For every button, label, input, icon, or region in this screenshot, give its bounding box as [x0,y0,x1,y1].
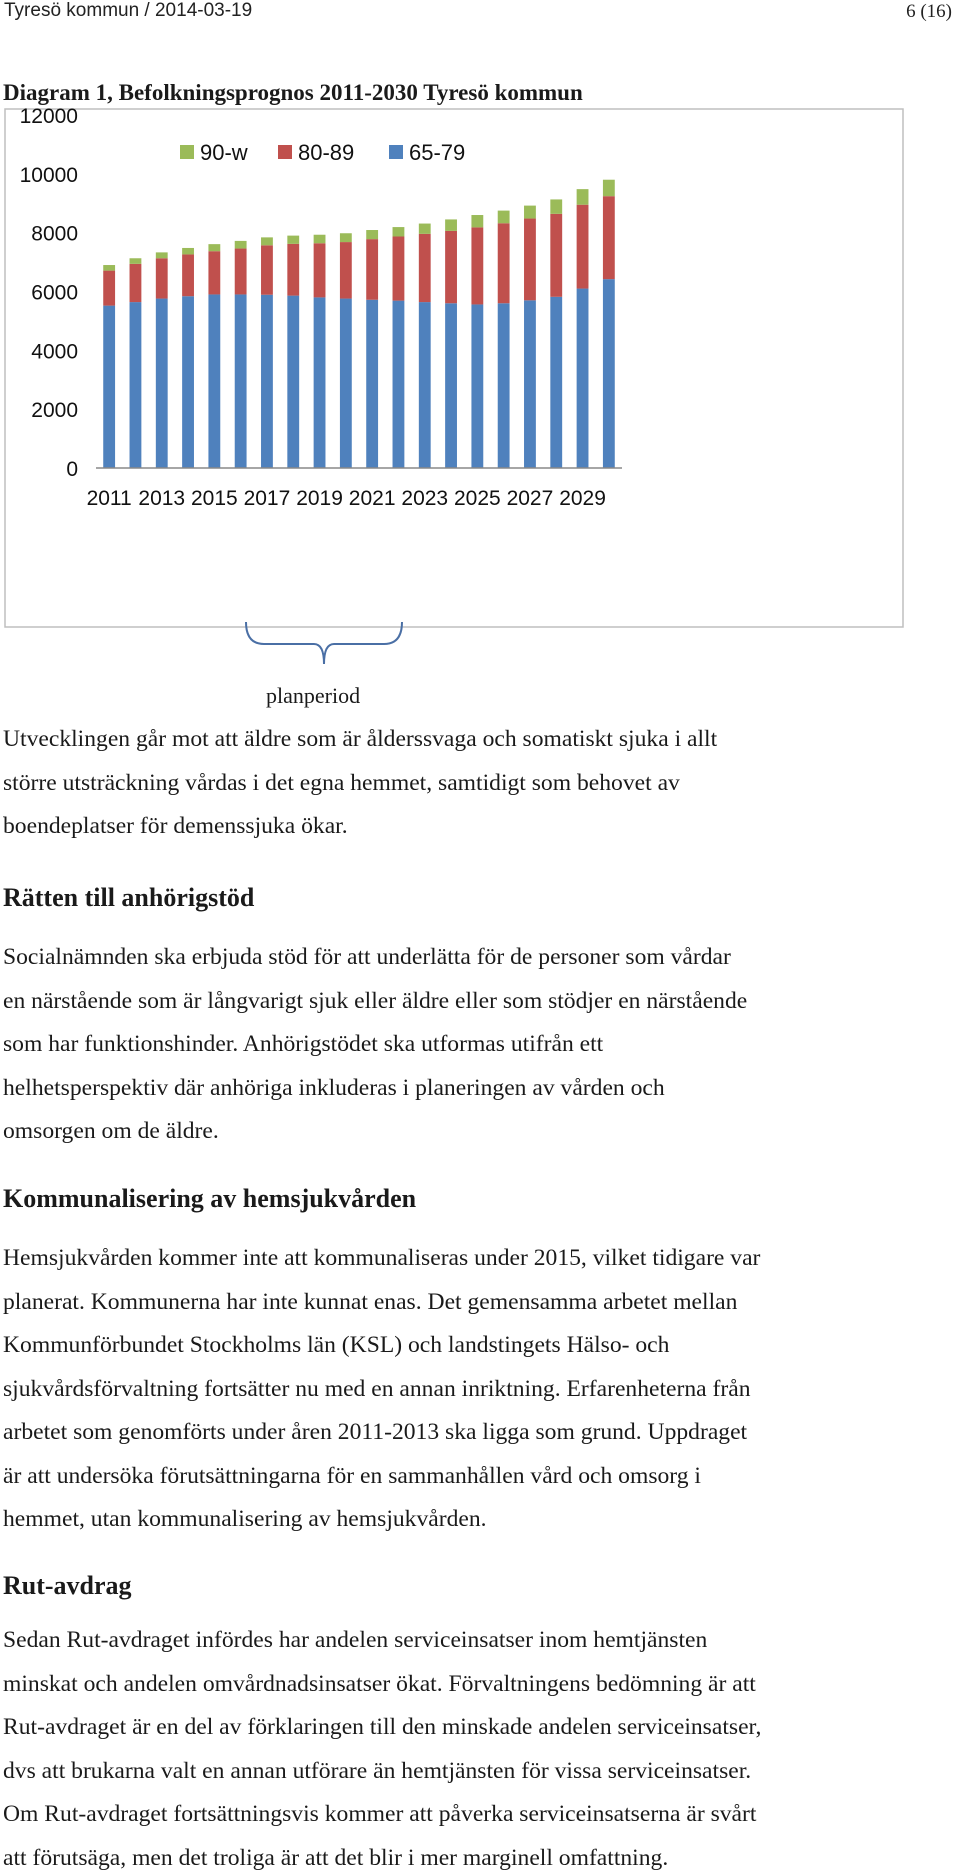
bar-segment-65-79-2022 [393,301,405,468]
bar-segment-90-w-2021 [366,230,378,239]
bar-segment-80-89-2023 [419,234,431,302]
x-tick-label: 2019 [296,487,343,510]
text-line: Hemsjukvården kommer inte att kommunaliseras under 2015, vilket tidigare var [3,1245,761,1271]
y-tick-label: 2000 [31,399,78,423]
x-tick-label: 2015 [190,487,238,510]
text-line: Sedan Rut-avdraget infördes har andelen serviceinsatser inom hemtjänsten [3,1627,708,1653]
text-line: arbetet som genomförts under åren 2011-2013 ska ligga som grund. Uppdraget [3,1419,748,1445]
section-heading-rutavdrag: Rut-avdrag [3,1571,132,1600]
text-line: omsorgen om de äldre. [3,1118,219,1144]
bar-segment-90-w-2026 [498,211,510,224]
bar-segment-80-89-2024 [445,231,457,303]
y-tick-label: 8000 [31,222,78,246]
x-tick-label: 2021 [348,487,396,510]
x-tick-label: 2025 [453,487,501,510]
bar-segment-65-79-2023 [419,302,431,468]
bar-segment-90-w-2011 [103,265,115,271]
bar-segment-65-79-2028 [550,297,562,468]
bar-segment-80-89-2029 [577,205,589,289]
bar-segment-80-89-2030 [603,196,615,279]
bar-segment-65-79-2025 [471,304,483,468]
x-tick-label: 2017 [243,487,291,510]
bar-segment-80-89-2022 [393,236,405,300]
bar-segment-90-w-2028 [550,199,562,213]
bar-segment-80-89-2014 [182,254,194,296]
bar-segment-90-w-2017 [261,237,273,245]
bar-segment-80-89-2021 [366,239,378,300]
bar-segment-80-89-2018 [287,244,299,296]
bar-segment-90-w-2029 [577,189,589,205]
bar-segment-80-89-2027 [524,219,536,301]
bar-segment-90-w-2016 [235,241,247,249]
y-tick-label: 0 [66,458,78,481]
text-line: Utvecklingen går mot att äldre som är ålderssvaga och somatiskt sjuka i allt [3,726,718,752]
bar-segment-90-w-2022 [393,227,405,236]
bar-segment-80-89-2013 [156,258,168,298]
text-line: som har funktionshinder. Anhörigstödet ska utformas utifrån ett [3,1031,604,1057]
legend [180,140,465,165]
bar-segment-80-89-2012 [130,264,142,302]
bar-segment-90-w-2020 [340,233,352,242]
bar-segment-65-79-2026 [498,303,510,468]
bar-segment-90-w-2023 [419,224,431,234]
bar-segment-80-89-2019 [314,243,326,297]
page-header-left: Tyresö kommun / 2014-03-19 [4,0,253,21]
text-line: planerat. Kommunerna har inte kunnat enas. Det gemensamma arbetet mellan [3,1288,738,1315]
anhorigstod-paragraph [3,936,958,1154]
text-line: hemmet, utan kommunalisering av hemsjukvården. [3,1506,487,1532]
planperiod-label: planperiod [266,683,361,708]
bar-segment-90-w-2025 [471,215,483,227]
y-tick-label: 10000 [19,163,78,187]
text-line: att förutsäga, men det troliga är att det blir i mer marginell omfattning. [3,1844,669,1871]
x-tick-label: 2027 [506,487,554,510]
x-tick-label: 2023 [401,487,449,510]
bar-segment-65-79-2030 [603,279,615,468]
text-line: Kommunförbundet Stockholms län (KSL) och landstingets Hälso- och [3,1332,670,1358]
bar-segment-80-89-2011 [103,271,115,306]
legend-label-90-w: 90-w [200,140,248,165]
bar-segment-65-79-2013 [156,299,168,468]
bar-segment-65-79-2014 [182,296,194,468]
bar-segment-80-89-2017 [261,245,273,294]
bar-segment-80-89-2016 [235,249,247,295]
hemsjukvard-paragraph [3,1237,958,1542]
bar-segment-90-w-2015 [208,244,220,251]
bar-segment-65-79-2011 [103,306,115,468]
bar-segment-65-79-2015 [208,294,220,468]
bar-segment-90-w-2013 [156,252,168,258]
bar-segment-80-89-2028 [550,214,562,297]
bar-segment-65-79-2027 [524,300,536,468]
text-line: dvs att brukarna valt en annan utförare än hemtjänsten för vissa serviceinsatser. [3,1757,752,1784]
bar-segment-65-79-2020 [340,299,352,468]
x-tick-label: 2013 [138,487,186,510]
bar-segment-80-89-2026 [498,223,510,303]
bar-segment-90-w-2027 [524,206,536,219]
legend-swatch-90-w [180,145,194,159]
text-line: Socialnämnden ska erbjuda stöd för att underlätta för de personer som vårdar [3,944,731,970]
bar-segment-90-w-2024 [445,219,457,230]
rutavdrag-paragraph [3,1619,958,1871]
section-heading-anhorigstod: Rätten till anhörigstöd [3,883,255,912]
x-tick-label: 2029 [559,487,606,510]
bar-segment-80-89-2015 [208,251,220,294]
legend-swatch-80-89 [278,145,292,159]
y-tick-label: 12000 [19,108,78,128]
text-line: Rut-avdraget är en del av förklaringen till den minskade andelen serviceinsatser, [3,1714,762,1740]
x-tick-label: 2011 [86,487,132,510]
bar-segment-65-79-2018 [287,296,299,468]
text-line: helhetsperspektiv där anhöriga inkluderas i planeringen av vården och [3,1074,665,1101]
legend-label-65-79: 65-79 [409,140,466,165]
text-line: minskat och andelen omvårdnadsinsatser ökat. Förvaltningens bedömning är att [3,1670,756,1697]
bar-segment-65-79-2017 [261,295,273,468]
text-line: boendeplatser för demenssjuka ökar. [3,813,348,839]
bar-segment-90-w-2014 [182,248,194,254]
bar-segment-90-w-2030 [603,180,615,196]
bar-segment-80-89-2020 [340,242,352,298]
section-heading-hemsjukvard: Kommunalisering av hemsjukvården [3,1184,417,1213]
text-line: sjukvårdsförvaltning fortsätter nu med en annan inriktning. Erfarenheterna från [3,1375,751,1402]
population-forecast-chart [4,108,904,628]
text-line: är att undersöka förutsättningarna för en sammanhållen vård och omsorg i [3,1462,701,1489]
bar-segment-65-79-2019 [314,297,326,468]
bar-segment-65-79-2016 [235,294,247,468]
brace-icon [246,622,402,664]
planperiod-brace [240,620,410,680]
legend-label-80-89: 80-89 [298,140,355,165]
legend-swatch-65-79 [389,145,403,159]
bar-segment-65-79-2021 [366,300,378,468]
bar-segment-65-79-2012 [130,302,142,468]
text-line: större utsträckning vårdas i det egna hemmet, samtidigt som behovet av [3,769,680,796]
y-tick-label: 4000 [31,340,78,364]
bar-segment-65-79-2029 [577,289,589,468]
bar-segment-65-79-2024 [445,303,457,468]
text-line: en närstående som är långvarigt sjuk eller äldre eller som stödjer en närstående [3,987,748,1014]
figure-caption: Diagram 1, Befolkningsprognos 2011-2030 Tyresö kommun [3,80,583,105]
intro-paragraph [3,718,958,849]
y-tick-label: 6000 [31,281,78,305]
text-line: Om Rut-avdraget fortsättningsvis kommer att påverka serviceinsatserna är svårt [3,1801,757,1827]
bar-segment-80-89-2025 [471,227,483,304]
bar-segment-90-w-2012 [130,258,142,264]
page-number: 6 (16) [906,1,952,22]
bar-segment-90-w-2019 [314,235,326,244]
bar-segment-90-w-2018 [287,236,299,244]
